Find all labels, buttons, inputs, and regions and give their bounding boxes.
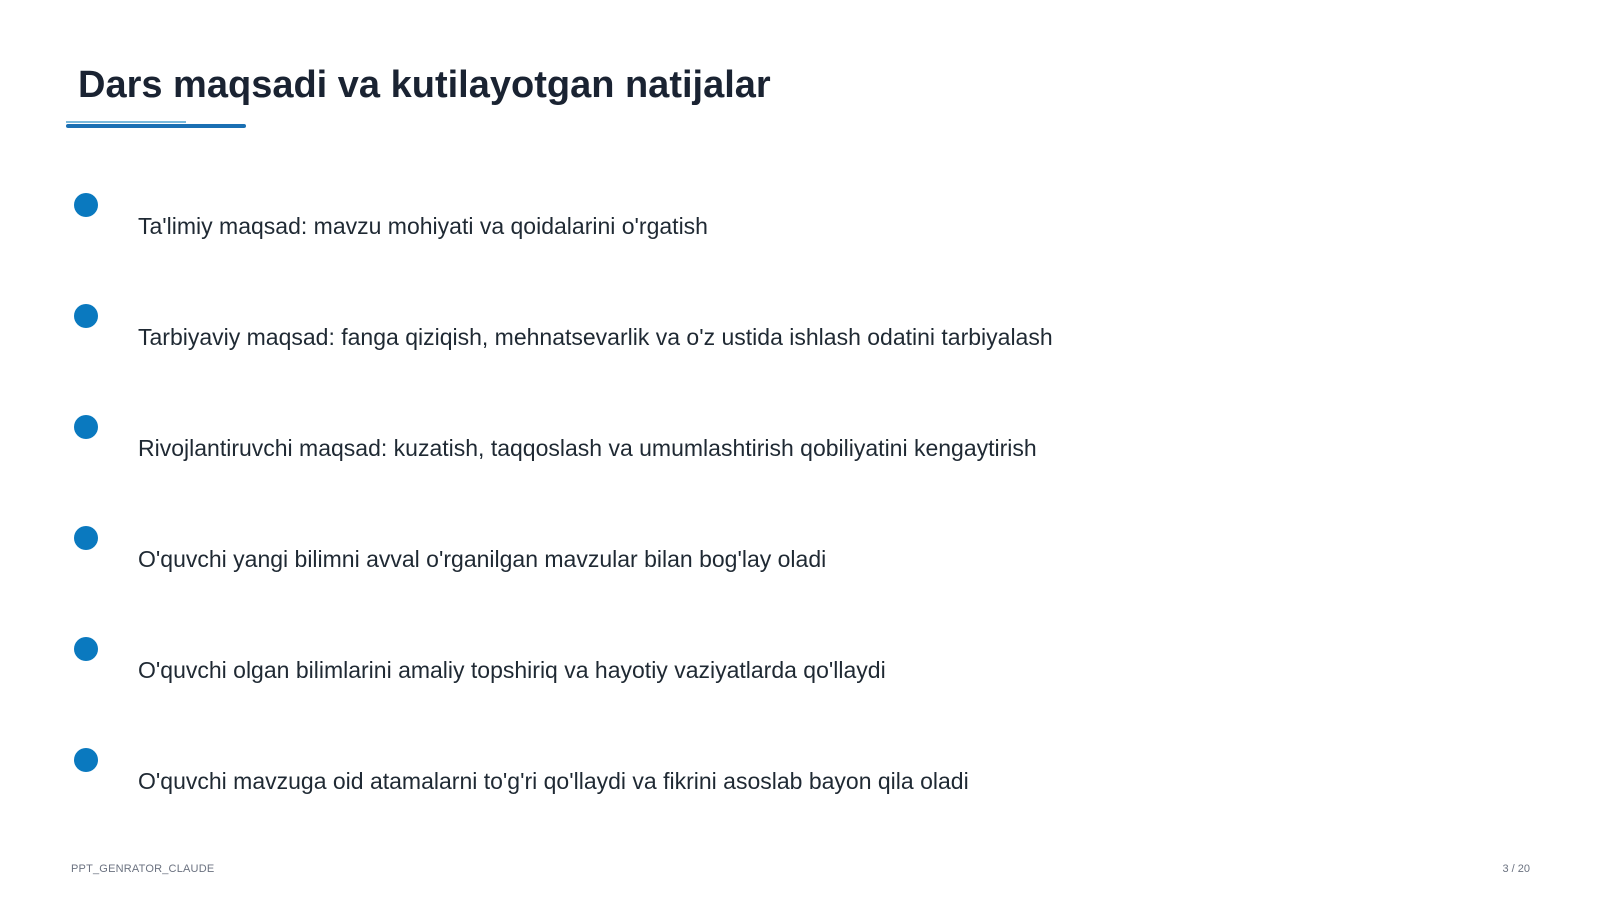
page-indicator: 3 / 20 — [1502, 863, 1530, 875]
bullet-dot-icon — [74, 637, 98, 661]
bullet-dot-icon — [74, 748, 98, 772]
list-item — [0, 637, 1560, 717]
bullet-dot-icon — [74, 415, 98, 439]
slide-title: Dars maqsadi va kutilayotgan natijalar — [78, 64, 771, 106]
bullet-dot-icon — [74, 193, 98, 217]
bullet-text: Tarbiyaviy maqsad: fanga qiziqish, mehnatsevarlik va o'z ustida ishlash odatini tarbiyalash — [138, 324, 1053, 350]
list-item — [0, 748, 1560, 828]
list-item — [0, 526, 1560, 606]
bullet-dot-icon — [74, 526, 98, 550]
bullet-text: Rivojlantiruvchi maqsad: kuzatish, taqqoslash va umumlashtirish qobiliyatini kengaytirish — [138, 435, 1037, 461]
bullet-text: Ta'limiy maqsad: mavzu mohiyati va qoidalarini o'rgatish — [138, 213, 708, 239]
list-item — [0, 304, 1560, 384]
bullet-dot-icon — [74, 304, 98, 328]
bullet-text: O'quvchi yangi bilimni avval o'rganilgan mavzular bilan bog'lay oladi — [138, 546, 827, 572]
list-item — [0, 415, 1560, 495]
bullet-text: O'quvchi olgan bilimlarini amaliy topshiriq va hayotiy vaziyatlarda qo'llaydi — [138, 657, 886, 683]
footer-source-label: PPT_GENRATOR_CLAUDE — [71, 863, 215, 875]
bullet-text: O'quvchi mavzuga oid atamalarni to'g'ri qo'llaydi va fikrini asoslab bayon qila oladi — [138, 768, 969, 794]
list-item — [0, 193, 1560, 273]
